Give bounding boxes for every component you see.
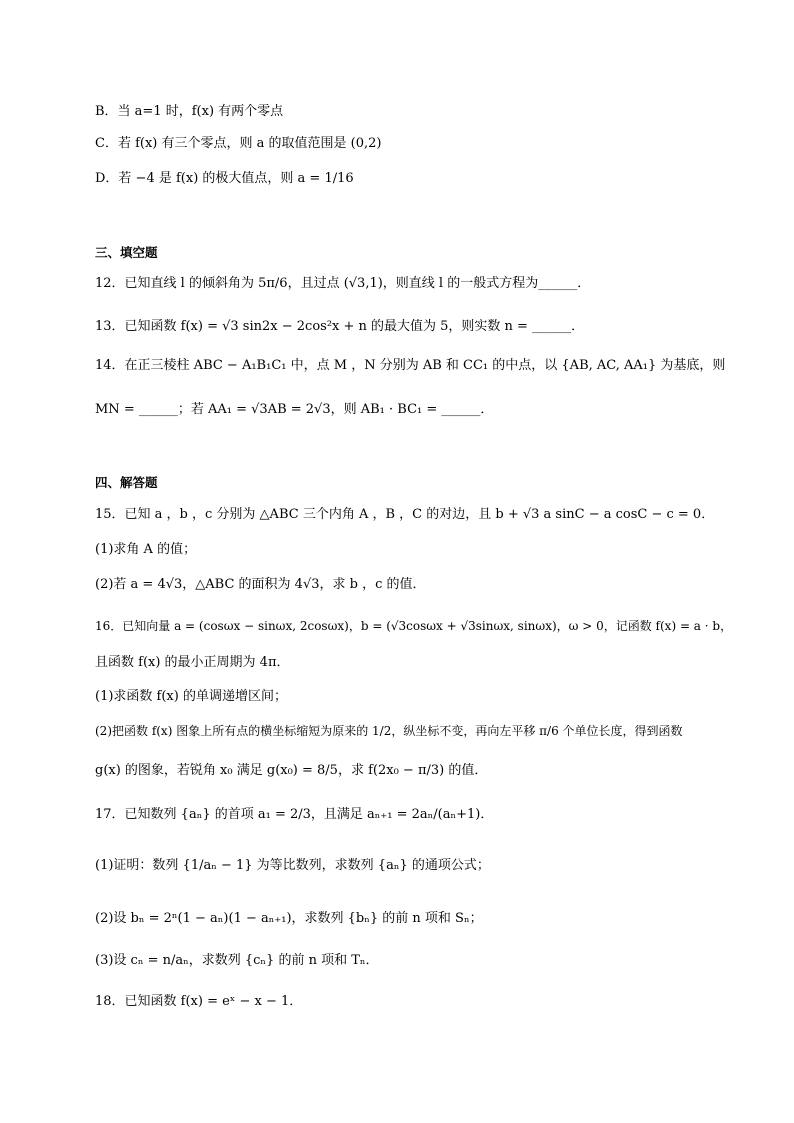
problem-17-part1: (1)证明：数列 {1/aₙ − 1} 为等比数列，求数列 {aₙ} 的通项公式；: [95, 858, 490, 873]
problem-15-part1: (1)求角 A 的值；: [95, 542, 197, 557]
problem-16-part1: (1)求函数 f(x) 的单调递增区间；: [95, 689, 287, 704]
problem-16: 16．已知向量 a = (cosωx − sinωx, 2cosωx)，b = (√3cosωx + √3sinωx, sinωx)，ω > 0，记函数 f(x) = a · b，: [95, 619, 733, 633]
problem-12: 12．已知直线 l 的倾斜角为 5π/6，且过点 (√3,1)，则直线 l 的一般式方程为______．: [95, 276, 591, 291]
section-fill-in-title: 三、填空题: [95, 245, 158, 260]
problem-15: 15．已知 a ，b ，c 分别为 △ABC 三个内角 A ，B ，C 的对边，且 b + √3 a sinC − a cosC − c = 0．: [95, 507, 715, 522]
problem-15-part2: (2)若 a = 4√3，△ABC 的面积为 4√3，求 b ，c 的值．: [95, 577, 426, 592]
option-d: D．若 −4 是 f(x) 的极大值点，则 a = 1/16: [95, 171, 354, 186]
problem-14-line1: 14．在正三棱柱 ABC − A₁B₁C₁ 中，点 M ，N 分别为 AB 和 CC₁ 的中点，以 {AB, AC, AA₁} 为基底，则: [95, 358, 726, 373]
section-answer-title: 四、解答题: [95, 475, 158, 490]
option-b: B．当 a=1 时，f(x) 有两个零点: [95, 104, 284, 119]
problem-14-line2: MN = ______；若 AA₁ = √3AB = 2√3，则 AB₁ · BC₁ = ______．: [95, 402, 494, 417]
problem-16-part2a: (2)把函数 f(x) 图象上所有点的横坐标缩短为原来的 1/2，纵坐标不变，再向左平移 π/6 个单位长度，得到函数: [95, 724, 683, 738]
problem-16-part2b: g(x) 的图象，若锐角 x₀ 满足 g(x₀) = 8/5，求 f(2x₀ − π/3) 的值．: [95, 763, 488, 778]
problem-13: 13．已知函数 f(x) = √3 sin2x − 2cos²x + n 的最大值为 5，则实数 n = ______．: [95, 319, 585, 334]
problem-17-part2: (2)设 bₙ = 2ⁿ(1 − aₙ)(1 − aₙ₊₁)，求数列 {bₙ} 的前 n 项和 Sₙ；: [95, 911, 483, 926]
problem-17-part3: (3)设 cₙ = n/aₙ，求数列 {cₙ} 的前 n 项和 Tₙ．: [95, 953, 379, 968]
problem-16-cont: 且函数 f(x) 的最小正周期为 4π．: [95, 655, 290, 670]
option-c: C．若 f(x) 有三个零点，则 a 的取值范围是 (0,2): [95, 136, 382, 151]
problem-18: 18．已知函数 f(x) = eˣ − x − 1．: [95, 994, 303, 1009]
problem-17: 17．已知数列 {aₙ} 的首项 a₁ = 2/3，且满足 aₙ₊₁ = 2aₙ/(aₙ+1)．: [95, 807, 494, 822]
